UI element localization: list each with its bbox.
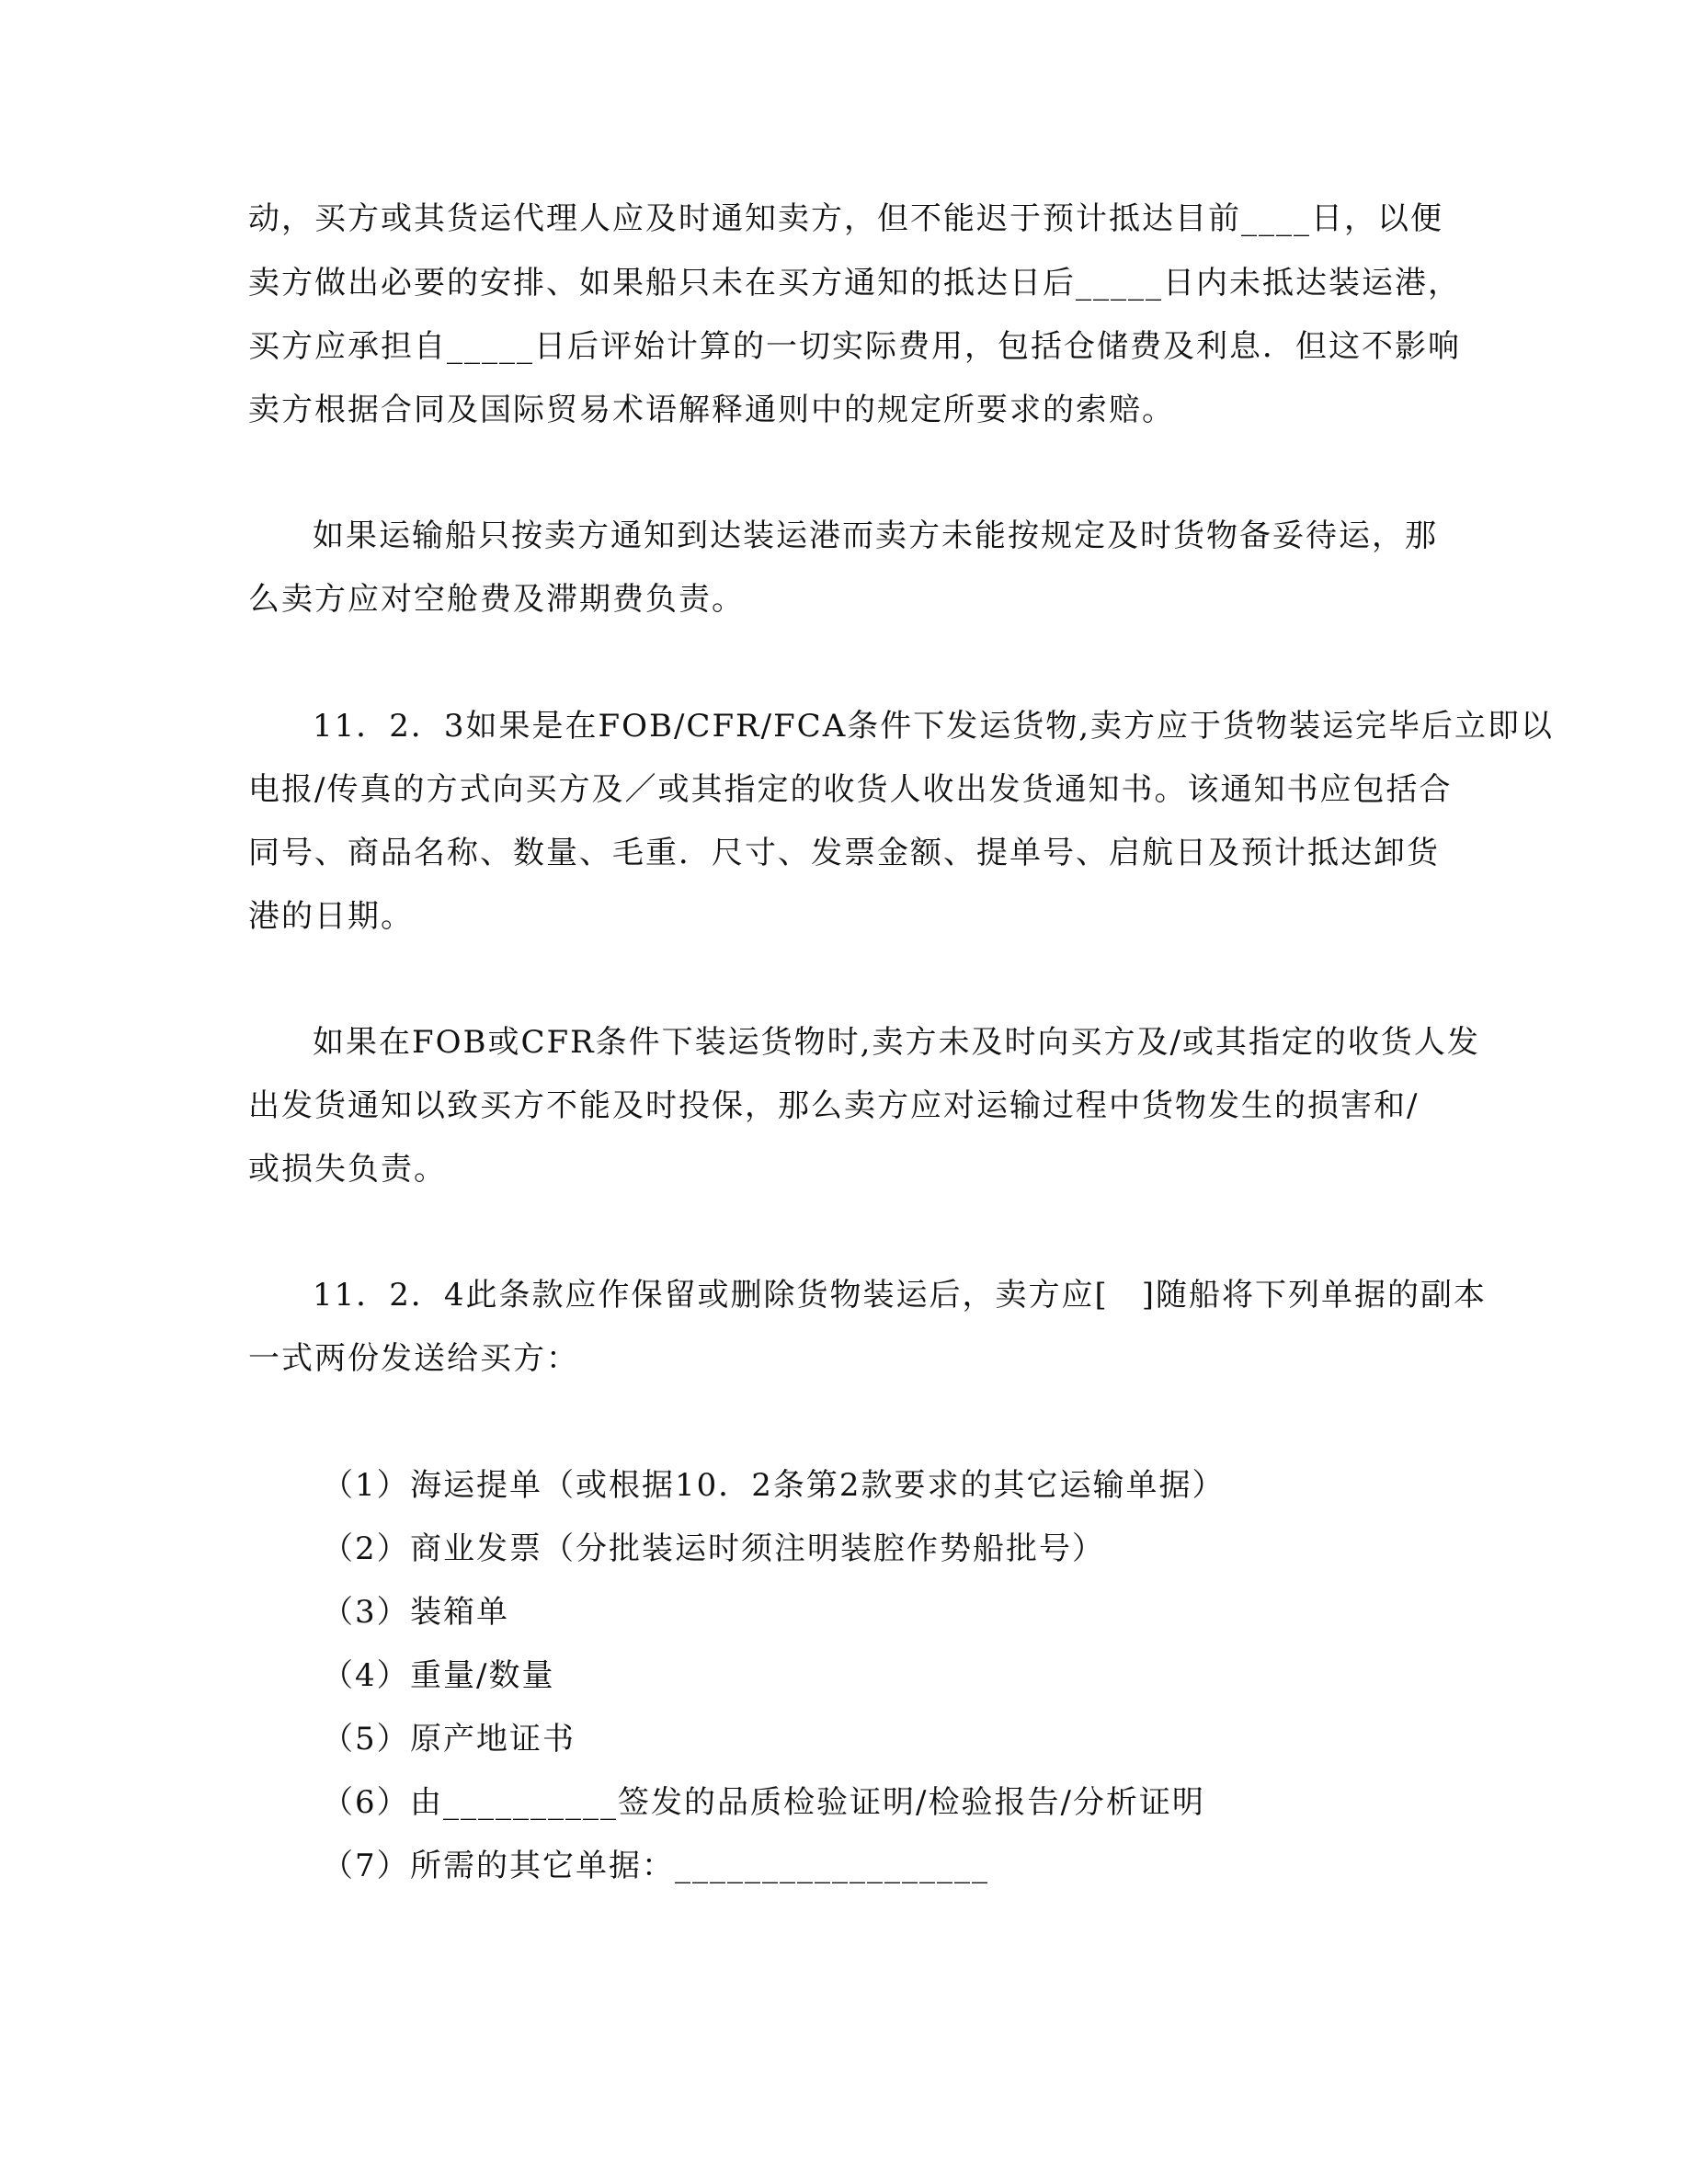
list-text: 海运提单（或根据10．2条第2款要求的其它运输单据） bbox=[410, 1467, 1226, 1504]
paragraph-1-line-1: 动，买方或其货运代理人应及时通知卖方，但不能迟于预计抵达目前____日，以便 bbox=[248, 200, 1443, 237]
paragraph-5-line-1: 11．2．4此条款应作保留或删除货物装运后，卖方应[ ]随船将下列单据的副本 bbox=[313, 1277, 1488, 1314]
list-item bbox=[322, 1721, 576, 1757]
list-number: （1） bbox=[322, 1467, 410, 1504]
paragraph-3-line-3: 同号、商品名称、数量、毛重．尺寸、发票金额、提单号、启航日及预计抵达卸货 bbox=[248, 835, 1440, 871]
list-item bbox=[322, 1657, 554, 1694]
paragraph-3-line-4: 港的日期。 bbox=[248, 898, 414, 935]
paragraph-4-line-2: 出发货通知以致买方不能及时投保，那么卖方应对运输过程中货物发生的损害和/ bbox=[248, 1087, 1420, 1124]
list-item bbox=[322, 1594, 509, 1631]
paragraph-4-line-1: 如果在FOB或CFR条件下装运货物时,卖方未及时向买方及/或其指定的收货人发 bbox=[313, 1024, 1480, 1061]
list-number: （2） bbox=[322, 1530, 410, 1567]
list-text: 由__________签发的品质检验证明/检验报告/分析证明 bbox=[410, 1784, 1205, 1821]
paragraph-5-line-2: 一式两份发送给买方： bbox=[248, 1340, 579, 1377]
list-number: （5） bbox=[322, 1721, 410, 1757]
list-number: （4） bbox=[322, 1657, 410, 1694]
paragraph-2-line-1: 如果运输船只按卖方通知到达装运港而卖方未能按规定及时货物备妥待运，那 bbox=[313, 518, 1438, 554]
list-item bbox=[322, 1784, 1205, 1821]
list-text: 商业发票（分批装运时须注明装腔作势船批号） bbox=[410, 1530, 1105, 1567]
paragraph-1-line-3: 买方应承担自_____日后评始计算的一切实际费用，包括仓储费及利息．但这不影响 bbox=[248, 328, 1461, 365]
paragraph-2-line-2: 么卖方应对空舱费及滞期费负责。 bbox=[248, 581, 745, 618]
list-text: 装箱单 bbox=[410, 1594, 509, 1631]
paragraph-4-line-3: 或损失负责。 bbox=[248, 1151, 447, 1188]
paragraph-1-line-4: 卖方根据合同及国际贸易术语解释通则中的规定所要求的索赔。 bbox=[248, 392, 1175, 428]
list-text: 重量/数量 bbox=[410, 1657, 555, 1694]
list-item bbox=[322, 1848, 989, 1884]
paragraph-1-line-2: 卖方做出必要的安排、如果船只未在买方通知的抵达日后_____日内未抵达装运港， bbox=[248, 265, 1461, 301]
list-text: 所需的其它单据：__________________ bbox=[410, 1848, 989, 1884]
list-text: 原产地证书 bbox=[410, 1721, 576, 1757]
list-number: （3） bbox=[322, 1594, 410, 1631]
list-number: （7） bbox=[322, 1848, 410, 1884]
list-number: （6） bbox=[322, 1784, 410, 1821]
paragraph-3-line-1: 11．2．3如果是在FOB/CFR/FCA条件下发运货物,卖方应于货物装运完毕后立即以 bbox=[313, 708, 1555, 745]
paragraph-3-line-2: 电报/传真的方式向买方及／或其指定的收货人收出发货通知书。该通知书应包括合 bbox=[248, 771, 1453, 808]
list-item bbox=[322, 1530, 1105, 1567]
list-item bbox=[322, 1467, 1226, 1504]
